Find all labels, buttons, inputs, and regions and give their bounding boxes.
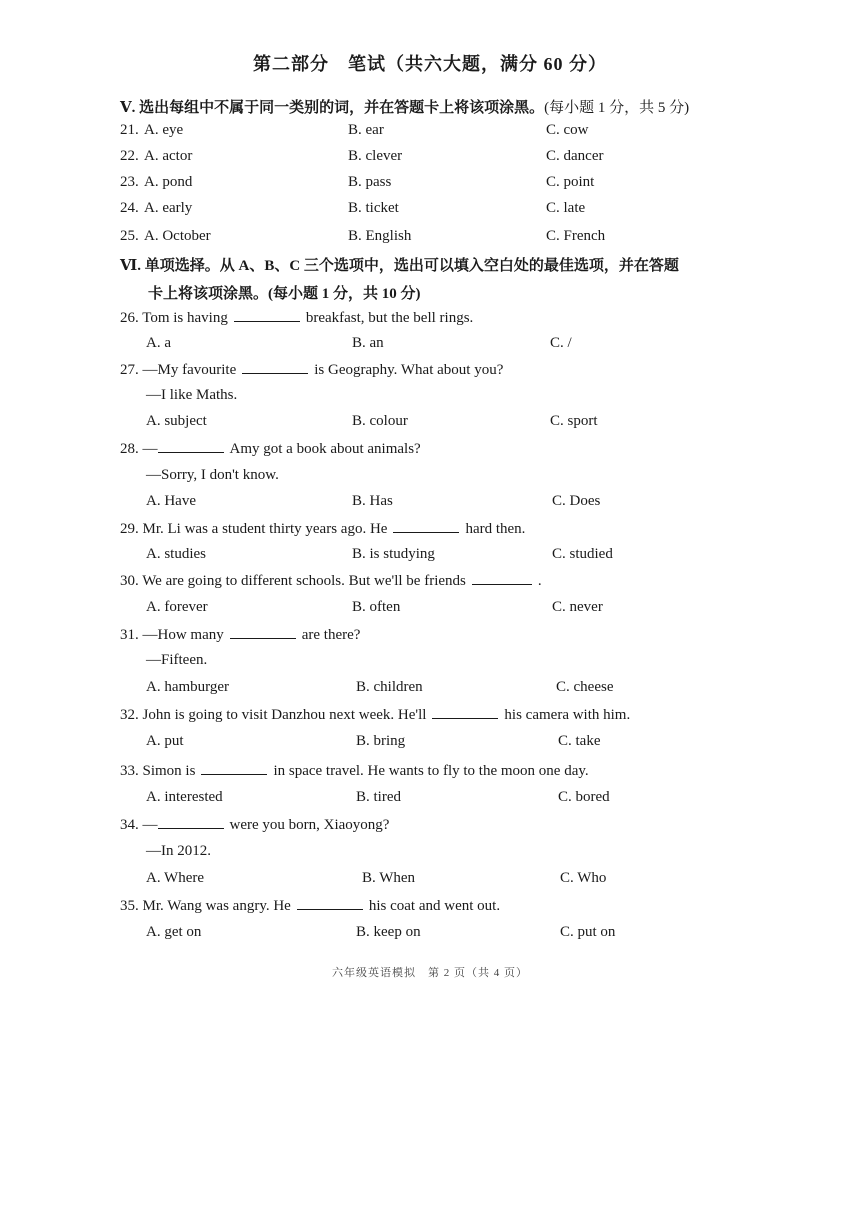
- q34-option-a: A. Where: [146, 870, 205, 886]
- question-34-reply: —In 2012.: [146, 843, 211, 859]
- q26-option-a: A. a: [146, 335, 171, 351]
- question-35: [120, 897, 500, 915]
- q30-option-a: A. forever: [146, 599, 208, 615]
- option-a: A. October: [144, 228, 211, 244]
- q33-option-c: C. bored: [558, 789, 610, 805]
- option-a: A. pond: [144, 174, 193, 190]
- q35-option-c: C. put on: [560, 924, 616, 940]
- question-27-stem: 27. —My favourite: [120, 362, 237, 378]
- q30-option-c: C. never: [552, 599, 603, 615]
- question-31-reply: —Fifteen.: [146, 652, 208, 668]
- q33-option-a: A. interested: [146, 789, 223, 805]
- q33-option-b: B. tired: [356, 789, 401, 805]
- question-31: [120, 626, 360, 644]
- question-30-stem: 30. We are going to different schools. But we'll be friends: [120, 573, 466, 589]
- q32-option-b: B. bring: [356, 733, 406, 749]
- question-27-stem-end: is Geography. What about you?: [314, 362, 504, 378]
- q32-option-c: C. take: [558, 733, 601, 749]
- question-33-stem-end: in space travel. He wants to fly to the moon one day.: [273, 763, 589, 779]
- q34-option-c: C. Who: [560, 870, 607, 886]
- option-a: A. eye: [144, 122, 184, 138]
- question-28-reply: —Sorry, I don't know.: [146, 467, 279, 483]
- question-number: 23.: [120, 174, 139, 190]
- option-c: C. late: [546, 200, 586, 216]
- answer-blank: [472, 572, 532, 585]
- section5-heading-text: Ⅴ. 选出每组中不属于同一类别的词，并在答题卡上将该项涂黑。: [120, 100, 545, 116]
- question-35-stem-end: his coat and went out.: [368, 898, 501, 914]
- q29-option-a: A. studies: [146, 546, 206, 562]
- question-26-stem-end: breakfast, but the bell rings.: [305, 310, 474, 326]
- q34-option-b: B. When: [362, 870, 416, 886]
- question-30-stem-end: .: [537, 573, 542, 589]
- section6-heading-line2: 卡上将该项涂黑。(每小题 1 分，共 10 分): [148, 286, 421, 302]
- section6-heading-line1: Ⅵ. 单项选择。从 A、B、C 三个选项中，选出可以填入空白处的最佳选项，并在答题: [120, 258, 679, 274]
- question-28: [120, 440, 421, 458]
- option-a: A. actor: [144, 148, 193, 164]
- question-28-stem-end: Amy got a book about animals?: [229, 441, 421, 457]
- q27-option-c: C. sport: [550, 413, 598, 429]
- q32-option-a: A. put: [146, 733, 184, 749]
- question-28-stem: 28. —: [120, 441, 158, 457]
- question-29-stem: 29. Mr. Li was a student thirty years ago. He: [120, 521, 388, 537]
- question-31-stem: 31. —How many: [120, 627, 224, 643]
- question-32-stem: 32. John is going to visit Danzhou next week. He'll: [120, 707, 427, 723]
- question-32-stem-end: his camera with him.: [504, 707, 631, 723]
- option-c: C. point: [546, 174, 595, 190]
- answer-blank: [393, 520, 459, 533]
- answer-blank: [242, 361, 308, 374]
- page-title: 第二部分 笔试（共六大题，满分 60 分）: [253, 54, 607, 74]
- q31-option-c: C. cheese: [556, 679, 614, 695]
- question-27-reply: —I like Maths.: [146, 387, 238, 403]
- option-a: A. early: [144, 200, 193, 216]
- question-number: 24.: [120, 200, 139, 216]
- question-29-stem-end: hard then.: [465, 521, 526, 537]
- q27-option-a: A. subject: [146, 413, 207, 429]
- q26-option-c: C. /: [550, 335, 572, 351]
- answer-blank: [234, 309, 300, 322]
- answer-blank: [158, 440, 224, 453]
- question-26: [120, 309, 473, 327]
- answer-blank: [297, 897, 363, 910]
- question-27: [120, 361, 503, 379]
- question-number: 25.: [120, 228, 139, 244]
- option-b: B. ticket: [348, 200, 399, 216]
- q31-option-b: B. children: [356, 679, 423, 695]
- option-b: B. ear: [348, 122, 384, 138]
- q29-option-b: B. is studying: [352, 546, 435, 562]
- question-34-stem-end: were you born, Xiaoyong?: [229, 817, 390, 833]
- question-34: [120, 816, 389, 834]
- option-b: B. English: [348, 228, 412, 244]
- question-34-stem: 34. —: [120, 817, 158, 833]
- page-footer: 六年级英语模拟 第 2 页（共 4 页）: [332, 967, 528, 979]
- question-30: [120, 572, 542, 590]
- question-29: [120, 520, 525, 538]
- q28-option-c: C. Does: [552, 493, 601, 509]
- option-c: C. cow: [546, 122, 589, 138]
- answer-blank: [158, 816, 224, 829]
- q28-option-a: A. Have: [146, 493, 196, 509]
- question-32: [120, 706, 630, 724]
- q28-option-b: B. Has: [352, 493, 393, 509]
- q30-option-b: B. often: [352, 599, 401, 615]
- q35-option-a: A. get on: [146, 924, 202, 940]
- q26-option-b: B. an: [352, 335, 384, 351]
- option-b: B. pass: [348, 174, 392, 190]
- option-c: C. French: [546, 228, 606, 244]
- option-b: B. clever: [348, 148, 403, 164]
- answer-blank: [201, 762, 267, 775]
- question-33-stem: 33. Simon is: [120, 763, 196, 779]
- section5-heading: [120, 96, 689, 117]
- question-number: 22.: [120, 148, 139, 164]
- question-number: 21.: [120, 122, 139, 138]
- question-31-stem-end: are there?: [301, 627, 361, 643]
- option-c: C. dancer: [546, 148, 604, 164]
- question-26-stem: 26. Tom is having: [120, 310, 228, 326]
- question-35-stem: 35. Mr. Wang was angry. He: [120, 898, 291, 914]
- question-33: [120, 762, 589, 780]
- q31-option-a: A. hamburger: [146, 679, 230, 695]
- answer-blank: [432, 706, 498, 719]
- q29-option-c: C. studied: [552, 546, 613, 562]
- q35-option-b: B. keep on: [356, 924, 421, 940]
- answer-blank: [230, 626, 296, 639]
- q27-option-b: B. colour: [352, 413, 408, 429]
- section5-note: (每小题 1 分，共 5 分): [544, 100, 690, 116]
